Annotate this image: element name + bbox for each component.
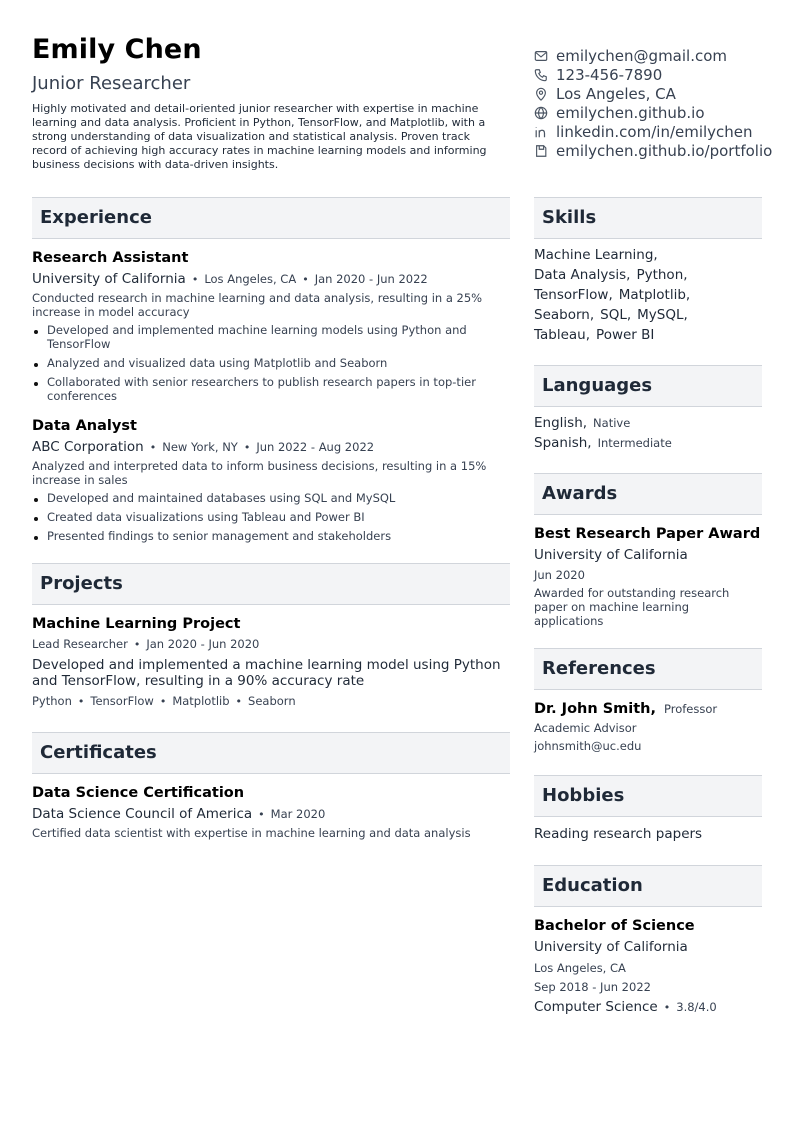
project-dates: Jan 2020 - Jun 2020: [146, 637, 260, 651]
certificate-issuer: Data Science Council of America: [32, 806, 253, 822]
language-item: [534, 413, 762, 433]
reference-name: Dr. John Smith,: [534, 701, 657, 717]
language-level: Native: [593, 416, 631, 430]
skills-list: [534, 245, 762, 345]
education-gpa: 3.8/4.0: [676, 1000, 717, 1014]
reference-item: [534, 700, 762, 755]
phone-text: 123-456-7890: [556, 65, 663, 84]
certificate-description: Certified data scientist with expertise in machine learning and data analysis: [32, 826, 471, 840]
job-summary: Analyzed and interpreted data to inform business decisions, resulting in a 15% increase in sales: [32, 459, 487, 487]
skill-item: Data Analysis,: [534, 267, 631, 283]
languages-section: [534, 365, 762, 453]
skill-item: SQL,: [600, 307, 632, 323]
language-level: Intermediate: [597, 436, 672, 450]
project-item: [32, 615, 510, 712]
job-bullet: Presented findings to senior management and stakeholders: [32, 529, 510, 543]
profile-summary: Highly motivated and detail-oriented junior researcher with expertise in machine learning and data analysis. Proficient in Python, TensorFlow, and Matplotlib, with a strong understanding of data visualization and statistical analysis. Proven track record of achieving high accuracy rates in machine learning models and informing business decisions with data-driven insights.: [32, 102, 487, 171]
skills-section: [534, 197, 762, 345]
project-meta: Lead Researcher • Jan 2020 - Jun 2020: [32, 637, 260, 651]
reference-line: [534, 700, 762, 719]
job-location: New York, NY: [162, 440, 238, 454]
section-title-awards: Awards: [534, 473, 762, 515]
linkedin-icon: [534, 125, 548, 139]
certificate-date: Mar 2020: [270, 807, 326, 821]
project-tag: Matplotlib: [172, 694, 230, 708]
resume-header: [32, 32, 512, 172]
right-column: [534, 197, 762, 1039]
education-field-line: Computer Science • 3.8/4.0: [534, 999, 717, 1015]
certificate-name: Data Science Certification: [32, 785, 245, 801]
email-icon: [534, 49, 548, 63]
award-name: Best Research Paper Award: [534, 526, 761, 542]
project-tag: Seaborn: [248, 694, 296, 708]
skill-item: Power BI: [596, 327, 655, 343]
skill-item: MySQL,: [637, 307, 688, 323]
education-section: [534, 865, 762, 1019]
skill-item: Machine Learning,: [534, 247, 658, 263]
job-bullet: Developed and implemented machine learning models using Python and TensorFlow: [32, 323, 510, 351]
projects-section: [32, 563, 510, 712]
skill-item: Seaborn,: [534, 307, 595, 323]
job-summary: Conducted research in machine learning and data analysis, resulting in a 25% increase in model accuracy: [32, 291, 483, 319]
contact-website[interactable]: [534, 103, 772, 122]
hobby-item: Reading research papers: [534, 826, 703, 842]
location-text: Los Angeles, CA: [556, 84, 676, 103]
education-field: Computer Science: [534, 999, 658, 1015]
section-title-education: Education: [534, 865, 762, 907]
award-date: Jun 2020: [534, 568, 585, 582]
contact-email[interactable]: [534, 46, 772, 65]
education-school: University of California: [534, 939, 688, 955]
project-tag: TensorFlow: [90, 694, 154, 708]
candidate-name: Emily Chen: [32, 34, 202, 65]
location-pin-icon: [534, 87, 548, 101]
left-column: [32, 197, 510, 860]
globe-icon: [534, 106, 548, 120]
skill-item: Matplotlib,: [618, 287, 691, 303]
certificate-item: [32, 784, 510, 840]
experience-item: [32, 417, 510, 543]
certificate-meta: Data Science Council of America • Mar 2020: [32, 806, 326, 822]
job-company: ABC Corporation: [32, 439, 144, 455]
job-bullet: Developed and maintained databases using SQL and MySQL: [32, 491, 510, 505]
education-degree: Bachelor of Science: [534, 918, 695, 934]
section-title-references: References: [534, 648, 762, 690]
award-item: [534, 525, 762, 628]
job-company: University of California: [32, 271, 186, 287]
skill-item: Python,: [636, 267, 688, 283]
job-location: Los Angeles, CA: [204, 272, 297, 286]
job-meta: ABC Corporation • New York, NY • Jun 2022 - Aug 2022: [32, 439, 375, 455]
section-title-skills: Skills: [534, 197, 762, 239]
candidate-role: Junior Researcher: [32, 73, 191, 94]
portfolio-text: emilychen.github.io/portfolio: [556, 141, 773, 160]
references-section: [534, 648, 762, 755]
email-text: emilychen@gmail.com: [556, 46, 728, 65]
project-role: Lead Researcher: [32, 637, 128, 651]
experience-section: [32, 197, 510, 543]
website-text: emilychen.github.io: [556, 103, 705, 122]
project-tag: Python: [32, 694, 72, 708]
reference-email[interactable]: johnsmith@uc.edu: [534, 739, 642, 753]
section-title-experience: Experience: [32, 197, 510, 239]
project-description: Developed and implemented a machine learning model using Python and TensorFlow, resulting in a 90% accuracy rate: [32, 657, 501, 689]
certificates-section: [32, 732, 510, 840]
job-bullet: Collaborated with senior researchers to publish research papers in top-tier conferences: [32, 375, 510, 403]
phone-icon: [534, 68, 548, 82]
contact-location: [534, 84, 772, 103]
experience-item: [32, 249, 510, 403]
awards-section: [534, 473, 762, 628]
education-item: [534, 917, 762, 1019]
section-title-certificates: Certificates: [32, 732, 510, 774]
contact-info: [534, 46, 772, 160]
language-name: Spanish,: [534, 435, 592, 451]
hobbies-section: [534, 775, 762, 845]
language-item: [534, 433, 762, 453]
job-position: Research Assistant: [32, 250, 189, 266]
award-description: Awarded for outstanding research paper on machine learning applications: [534, 586, 730, 628]
job-bullet: Analyzed and visualized data using Matplotlib and Seaborn: [32, 356, 510, 370]
job-bullet: Created data visualizations using Tableau and Power BI: [32, 510, 510, 524]
job-meta: University of California • Los Angeles, CA • Jan 2020 - Jun 2022: [32, 271, 428, 287]
education-location: Los Angeles, CA: [534, 961, 626, 975]
job-dates: Jan 2020 - Jun 2022: [314, 272, 428, 286]
skill-item: TensorFlow,: [534, 287, 613, 303]
reference-relation: Academic Advisor: [534, 721, 637, 735]
language-name: English,: [534, 415, 588, 431]
education-dates: Sep 2018 - Jun 2022: [534, 980, 651, 994]
section-title-languages: Languages: [534, 365, 762, 407]
contact-linkedin[interactable]: [534, 122, 772, 141]
job-bullets: [32, 491, 510, 543]
job-bullets: [32, 323, 510, 403]
project-name: Machine Learning Project: [32, 616, 241, 632]
portfolio-icon: [534, 144, 548, 158]
reference-title: Professor: [664, 702, 718, 716]
contact-phone[interactable]: [534, 65, 772, 84]
award-issuer: University of California: [534, 547, 688, 563]
linkedin-text: linkedin.com/in/emilychen: [556, 122, 753, 141]
contact-portfolio[interactable]: [534, 141, 772, 160]
skill-item: Tableau,: [534, 327, 591, 343]
section-title-projects: Projects: [32, 563, 510, 605]
section-title-hobbies: Hobbies: [534, 775, 762, 817]
project-tags: Python • TensorFlow • Matplotlib • Seaborn: [32, 694, 296, 708]
job-dates: Jun 2022 - Aug 2022: [256, 440, 375, 454]
job-position: Data Analyst: [32, 418, 137, 434]
